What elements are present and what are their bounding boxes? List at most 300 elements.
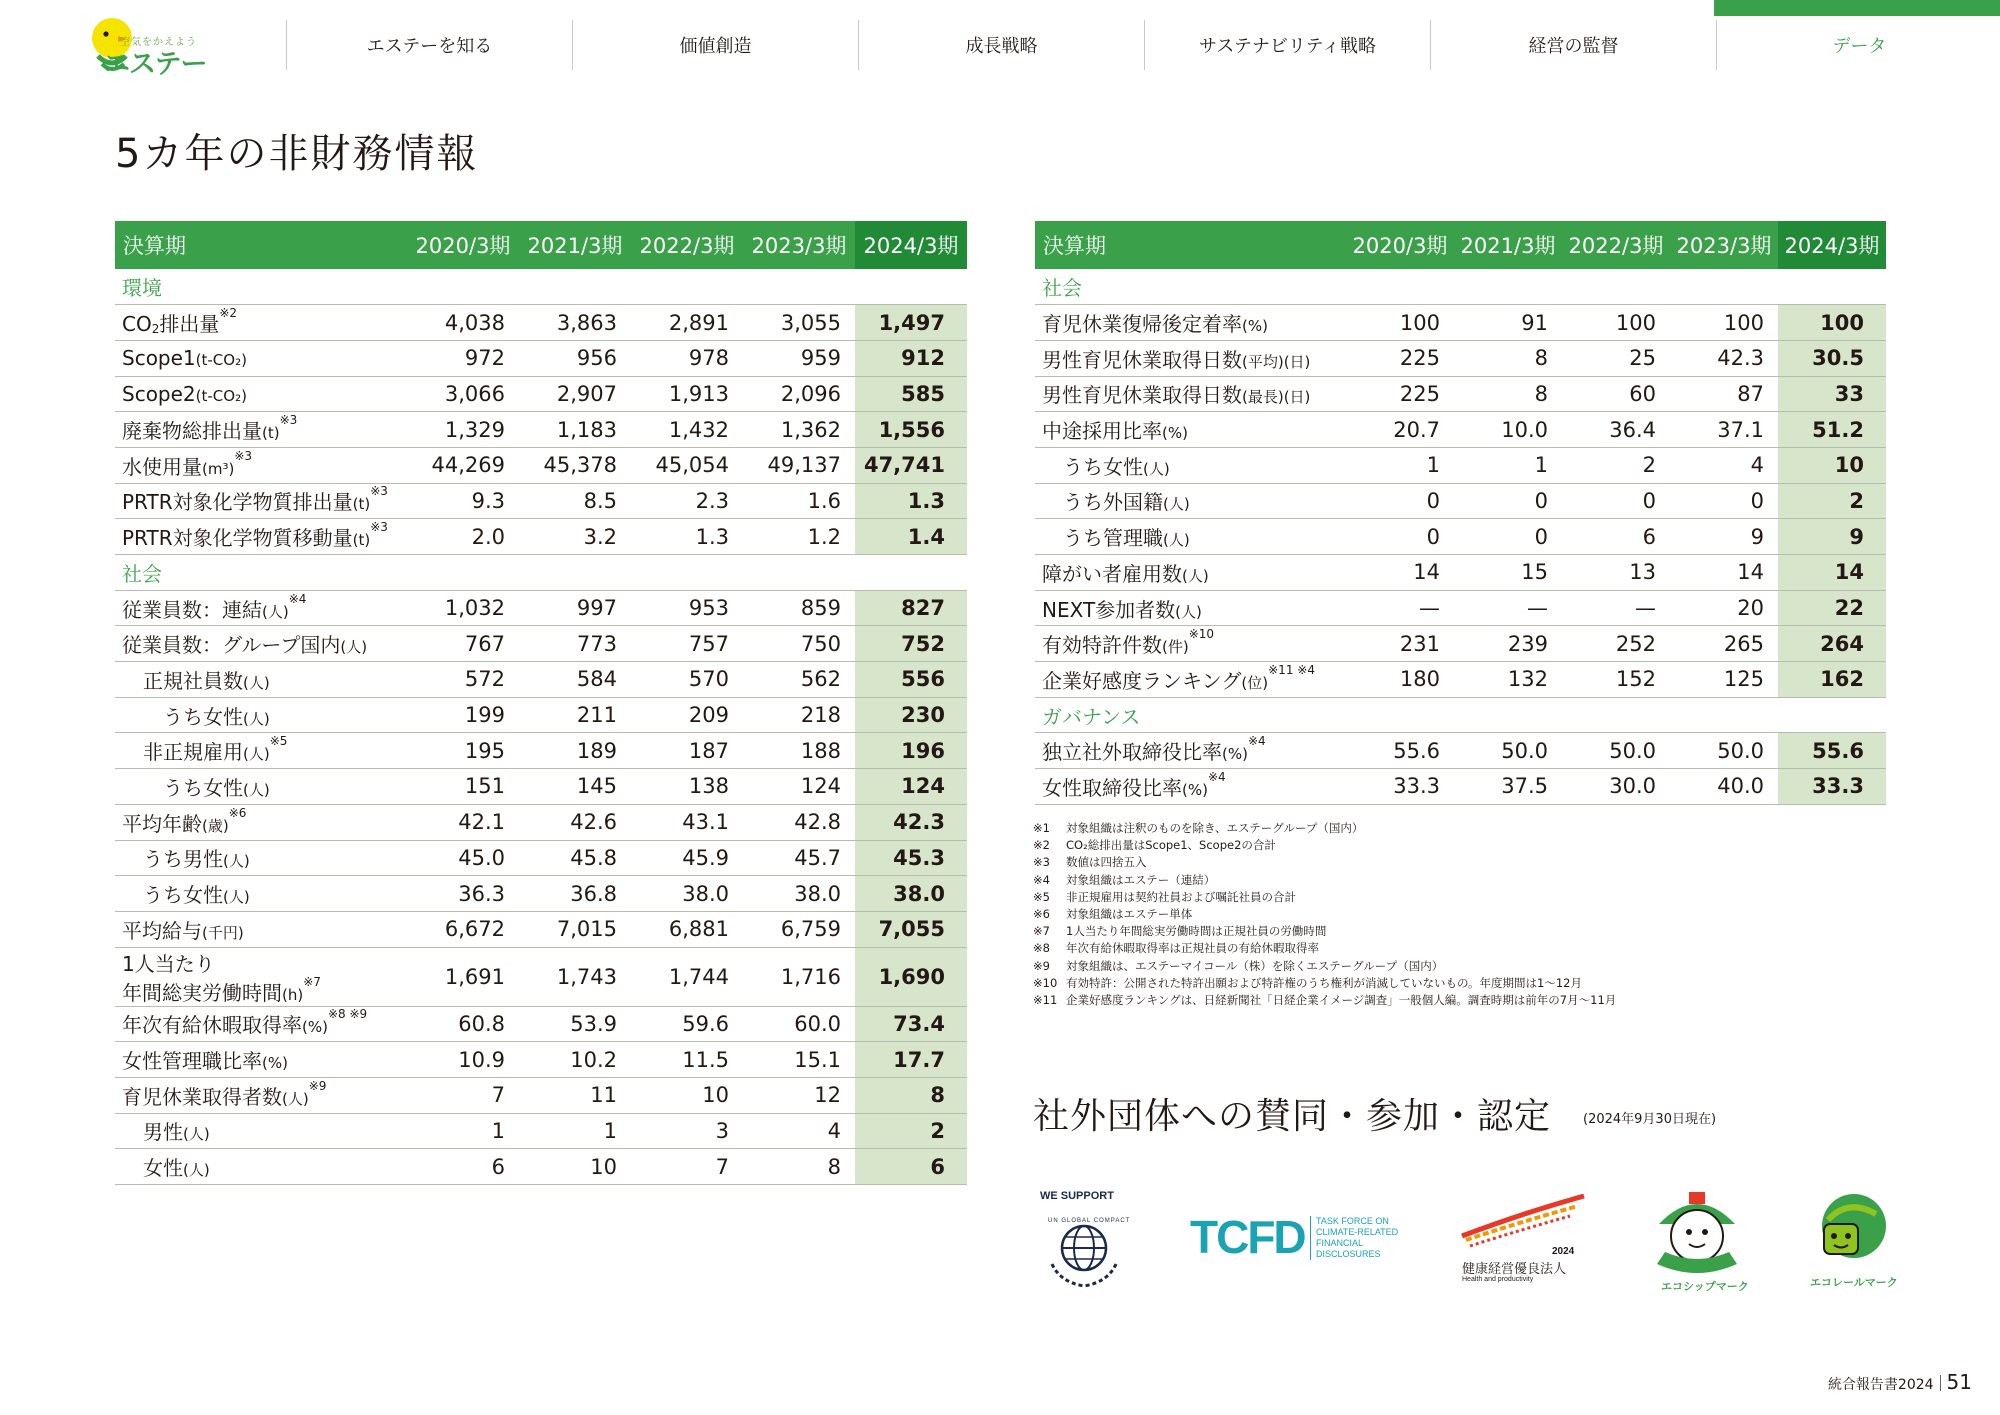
- value-cell-latest: 10: [1778, 447, 1886, 483]
- table-row: [1035, 305, 1886, 341]
- ecorail-logo: [1810, 1190, 1898, 1290]
- value-cell: 60.8: [407, 1006, 519, 1042]
- value-cell: 10.9: [407, 1042, 519, 1078]
- table-row: [1035, 447, 1886, 483]
- ecoship-logo: [1645, 1190, 1750, 1295]
- value-cell: 11.5: [631, 1042, 743, 1078]
- footnote-key: ※9: [1033, 958, 1050, 973]
- table-row: [1035, 483, 1886, 519]
- value-cell: 953: [631, 590, 743, 626]
- value-cell: 49,137: [743, 447, 855, 483]
- row-note-ref: ※3: [370, 520, 388, 535]
- value-cell: 1,913: [631, 376, 743, 412]
- value-cell: 767: [407, 626, 519, 662]
- row-unit: (最長)(日): [1242, 388, 1311, 407]
- row-label-text: うち女性: [143, 883, 223, 908]
- table-row: [1035, 662, 1886, 698]
- table-row: [115, 305, 967, 341]
- row-unit: (t): [262, 424, 280, 443]
- value-cell: 4: [1670, 447, 1778, 483]
- value-cell: 3,066: [407, 376, 519, 412]
- row-label: [1035, 412, 1346, 448]
- footnote-key: ※4: [1033, 872, 1050, 887]
- footnote: [1033, 940, 1893, 957]
- value-cell: 12: [743, 1077, 855, 1113]
- row-note-ref: ※5: [269, 734, 288, 749]
- row-label: [115, 1006, 407, 1042]
- footnote: [1033, 872, 1893, 889]
- row-label: [115, 412, 407, 448]
- nav-item-3[interactable]: サステナビリティ戦略: [1144, 20, 1430, 70]
- row-label: [115, 340, 407, 376]
- row-unit: (人): [262, 602, 289, 621]
- value-cell-latest: 1,690: [855, 947, 967, 1006]
- value-cell: 6: [1562, 519, 1670, 555]
- row-note-ref: ※3: [234, 448, 253, 463]
- value-cell: —: [1562, 590, 1670, 626]
- value-cell: 189: [519, 733, 631, 769]
- row-label-text: PRTR対象化学物質移動量: [122, 526, 353, 551]
- row-label-text: 男性: [143, 1120, 183, 1145]
- value-cell: 8: [1454, 376, 1562, 412]
- value-cell: 252: [1562, 626, 1670, 662]
- value-cell: 1,032: [407, 590, 519, 626]
- value-cell: 972: [407, 340, 519, 376]
- value-cell-latest: 2: [1778, 483, 1886, 519]
- value-cell: 60: [1562, 376, 1670, 412]
- value-cell-latest: 22: [1778, 590, 1886, 626]
- kenko-name: 健康経営優良法人: [1462, 1262, 1567, 1277]
- nav-item-5[interactable]: データ: [1716, 20, 2000, 70]
- section-title: 社会: [115, 555, 967, 591]
- row-note-ref: ※4: [1207, 769, 1226, 784]
- value-cell-latest: 556: [855, 662, 967, 698]
- row-unit: (%): [262, 1054, 288, 1073]
- table-row: [115, 340, 967, 376]
- footnote-text: 企業好感度ランキングは、日経新聞社「日経企業イメージ調査」一般個人編。調査時期は前年の7月～11月: [1066, 993, 1617, 1008]
- value-cell: 859: [743, 590, 855, 626]
- value-cell: 1,743: [519, 947, 631, 1006]
- logo-name: エステー: [103, 49, 207, 80]
- section-row: [115, 269, 967, 305]
- value-cell: 2.3: [631, 483, 743, 519]
- value-cell: 50.0: [1562, 733, 1670, 769]
- row-unit: (t): [352, 531, 371, 550]
- row-label-text: 男性育児休業取得日数: [1042, 347, 1242, 372]
- row-unit: (人): [223, 888, 250, 907]
- table-row: [115, 840, 967, 876]
- value-cell-latest: 9: [1778, 519, 1886, 555]
- value-cell-latest: 264: [1778, 626, 1886, 662]
- value-cell-latest: 8: [855, 1077, 967, 1113]
- row-label: [1035, 340, 1346, 376]
- row-unit: (%): [1182, 780, 1208, 799]
- footnote-text: 有効特許：公開された特許出願および特許権のうち権利が消滅していないもの。年度期間は1～12月: [1066, 975, 1582, 990]
- kenko-swoosh-icon: [1460, 1194, 1590, 1254]
- table-row: [115, 1006, 967, 1042]
- footnote: [1033, 958, 1893, 975]
- value-cell: 20: [1670, 590, 1778, 626]
- row-unit: (人): [183, 1125, 210, 1144]
- table-row: [115, 1077, 967, 1113]
- table-row: [115, 626, 967, 662]
- section-row: [1035, 697, 1886, 733]
- kenko-en: Health and productivity: [1462, 1276, 1534, 1283]
- value-cell: 1.2: [743, 519, 855, 555]
- row-unit: (%): [1162, 424, 1188, 443]
- footnote-text: 数値は四捨五入: [1066, 855, 1147, 870]
- value-cell: 14: [1346, 555, 1454, 591]
- row-unit: (%): [302, 1018, 328, 1037]
- row-label: [1035, 662, 1346, 698]
- footnote: [1033, 992, 1893, 1009]
- row-label-text: 女性: [143, 1156, 183, 1181]
- table-row: [115, 662, 967, 698]
- row-label: [115, 947, 407, 1006]
- value-cell: 195: [407, 733, 519, 769]
- row-unit: (人): [282, 1089, 309, 1108]
- value-cell: 956: [519, 340, 631, 376]
- value-cell: 1.3: [631, 519, 743, 555]
- value-cell-latest: 42.3: [855, 804, 967, 840]
- table-row: [115, 519, 967, 555]
- footer-divider: [1940, 1375, 1941, 1391]
- value-cell-latest: 2: [855, 1113, 967, 1149]
- row-label-text: 平均給与: [122, 918, 202, 943]
- footnote-text: 年次有給休暇取得率は正規社員の有給休暇取得率: [1066, 941, 1319, 956]
- value-cell: 1: [407, 1113, 519, 1149]
- row-label: [115, 697, 407, 733]
- row-label: [1035, 769, 1346, 805]
- header-year: 2024/3期: [1778, 221, 1886, 269]
- value-cell: 152: [1562, 662, 1670, 698]
- row-label-text: 育児休業取得者数: [122, 1084, 282, 1109]
- row-label-text: 従業員数：連結: [122, 597, 262, 622]
- table-row: [1035, 733, 1886, 769]
- value-cell: 44,269: [407, 447, 519, 483]
- value-cell: 570: [631, 662, 743, 698]
- value-cell: 38.0: [631, 876, 743, 912]
- tcfd-mark: TCFD: [1190, 1211, 1305, 1263]
- value-cell: 1,744: [631, 947, 743, 1006]
- row-unit: (t): [352, 495, 371, 514]
- row-label: [1035, 555, 1346, 591]
- tcfd-subtitle: TASK FORCE ON CLIMATE-RELATED FINANCIAL DISCLOSURES: [1316, 1216, 1399, 1259]
- nav-item-0[interactable]: エステーを知る: [286, 20, 572, 70]
- row-note-ref: ※8 ※9: [327, 1007, 368, 1022]
- value-cell: 50.0: [1454, 733, 1562, 769]
- value-cell: 2.0: [407, 519, 519, 555]
- value-cell: 773: [519, 626, 631, 662]
- row-unit: (人): [340, 638, 368, 657]
- value-cell: 132: [1454, 662, 1562, 698]
- value-cell: 187: [631, 733, 743, 769]
- row-label: [1035, 483, 1346, 519]
- value-cell: 199: [407, 697, 519, 733]
- value-cell-latest: 14: [1778, 555, 1886, 591]
- value-cell: 562: [743, 662, 855, 698]
- row-label-text: 女性管理職比率: [122, 1049, 262, 1074]
- row-unit: (千円): [202, 923, 244, 942]
- row-label-text-b: 排出量: [159, 312, 220, 337]
- footnote-text: 対象組織はエステー単体: [1066, 907, 1193, 922]
- value-cell: 13: [1562, 555, 1670, 591]
- value-cell: 50.0: [1670, 733, 1778, 769]
- ungc-logo: [1040, 1190, 1130, 1290]
- row-label: [1035, 519, 1346, 555]
- value-cell: 2: [1562, 447, 1670, 483]
- row-label: [115, 626, 407, 662]
- row-label-text: Scope1: [122, 346, 196, 371]
- value-cell-latest: 1.4: [855, 519, 967, 555]
- value-cell: 6: [407, 1149, 519, 1185]
- value-cell: 43.1: [631, 804, 743, 840]
- value-cell: 572: [407, 662, 519, 698]
- table-row: [115, 733, 967, 769]
- value-cell: 1,362: [743, 412, 855, 448]
- row-label-text: 育児休業復帰後定着率: [1042, 312, 1242, 337]
- footnote-key: ※11: [1033, 993, 1058, 1008]
- row-label-text: 廃棄物総排出量: [122, 419, 262, 444]
- value-cell-latest: 6: [855, 1149, 967, 1185]
- value-cell: 1,183: [519, 412, 631, 448]
- value-cell: 8: [743, 1149, 855, 1185]
- header-year: 2020/3期: [1346, 221, 1454, 269]
- header-year: 2023/3期: [743, 221, 855, 269]
- row-note-ref: ※3: [279, 413, 298, 428]
- tcfd-logo: [1190, 1210, 1410, 1270]
- nav-item-4[interactable]: 経営の監督: [1430, 20, 1716, 70]
- row-unit: (t-CO₂): [195, 386, 247, 405]
- value-cell: 45,378: [519, 447, 631, 483]
- page-title: 5カ年の非財務情報: [115, 131, 479, 177]
- value-cell: 59.6: [631, 1006, 743, 1042]
- value-cell: 10.0: [1454, 412, 1562, 448]
- value-cell: 3.2: [519, 519, 631, 555]
- active-tab-indicator: [1714, 0, 2000, 16]
- kenko-year: 2024: [1552, 1246, 1575, 1257]
- value-cell: 9.3: [407, 483, 519, 519]
- value-cell: 2,907: [519, 376, 631, 412]
- value-cell-latest: 33.3: [1778, 769, 1886, 805]
- row-unit: (人): [183, 1161, 210, 1180]
- footnote-text: CO₂総排出量はScope1、Scope2の合計: [1066, 838, 1276, 853]
- footnote-key: ※10: [1033, 975, 1058, 990]
- row-unit: (人): [1143, 459, 1170, 478]
- row-label-text: 中途採用比率: [1042, 419, 1162, 444]
- nav-item-1[interactable]: 価値創造: [572, 20, 858, 70]
- value-cell: 37.5: [1454, 769, 1562, 805]
- value-cell: 37.1: [1670, 412, 1778, 448]
- footnote: [1033, 854, 1893, 871]
- value-cell: 7: [631, 1149, 743, 1185]
- row-label: [115, 1042, 407, 1078]
- footnote-text: 対象組織はエステー（連結）: [1066, 872, 1216, 887]
- value-cell: 45.9: [631, 840, 743, 876]
- footnote-key: ※5: [1033, 889, 1050, 904]
- row-unit: (歳): [202, 816, 229, 835]
- value-cell: 138: [631, 769, 743, 805]
- row-label-text: 1人当たり: [122, 951, 215, 976]
- row-label-text: 企業好感度ランキング: [1042, 668, 1242, 693]
- table-row: [115, 1149, 967, 1185]
- value-cell: 8.5: [519, 483, 631, 519]
- value-cell: 124: [743, 769, 855, 805]
- footnote: [1033, 906, 1893, 923]
- row-label-text: 有効特許件数: [1042, 633, 1162, 658]
- footnote: [1033, 889, 1893, 906]
- value-cell: 100: [1346, 305, 1454, 341]
- non-financial-table-left: [115, 221, 967, 1185]
- section-row: [1035, 269, 1886, 305]
- tcfd-divider: [1310, 1216, 1311, 1260]
- value-cell-latest: 912: [855, 340, 967, 376]
- value-cell: 978: [631, 340, 743, 376]
- row-label: [115, 305, 407, 341]
- value-cell-latest: 45.3: [855, 840, 967, 876]
- footnote-key: ※3: [1033, 855, 1050, 870]
- endorsements-title: 社外団体への賛同・参加・認定: [1033, 1096, 1552, 1137]
- table-row: [115, 376, 967, 412]
- row-label-text: Scope2: [122, 381, 196, 406]
- value-cell: 1: [1454, 447, 1562, 483]
- ungc-ring-text: UN GLOBAL COMPACT: [1048, 1218, 1131, 1224]
- section-row: [115, 555, 967, 591]
- value-cell: 211: [519, 697, 631, 733]
- value-cell: 10: [631, 1077, 743, 1113]
- value-cell: 1.6: [743, 483, 855, 519]
- value-cell-latest: 51.2: [1778, 412, 1886, 448]
- value-cell: 239: [1454, 626, 1562, 662]
- ecoship-character-icon: [1649, 1190, 1745, 1276]
- row-note-ref: ※3: [370, 484, 388, 499]
- footnote: [1033, 923, 1893, 940]
- row-unit: (h): [282, 985, 304, 1004]
- footnote: [1033, 837, 1893, 854]
- value-cell: 225: [1346, 340, 1454, 376]
- non-financial-table-right: [1035, 221, 1886, 805]
- row-unit: (人): [243, 745, 270, 764]
- table-row: [115, 911, 967, 947]
- value-cell-latest: 100: [1778, 305, 1886, 341]
- row-label: [1035, 305, 1346, 341]
- value-cell: 7: [407, 1077, 519, 1113]
- row-unit: (人): [243, 709, 270, 728]
- value-cell: 750: [743, 626, 855, 662]
- row-label-text: うち管理職: [1063, 526, 1163, 551]
- row-label-text: 非正規雇用: [143, 740, 243, 765]
- company-logo[interactable]: [88, 14, 238, 78]
- value-cell: 100: [1562, 305, 1670, 341]
- value-cell: 9: [1670, 519, 1778, 555]
- table-row: [1035, 376, 1886, 412]
- value-cell: 3: [631, 1113, 743, 1149]
- row-label: [115, 590, 407, 626]
- value-cell-latest: 1,556: [855, 412, 967, 448]
- page-footer: [1828, 1370, 1972, 1394]
- row-label: [115, 769, 407, 805]
- row-note-ref: ※4: [1247, 734, 1266, 749]
- value-cell-latest: 230: [855, 697, 967, 733]
- value-cell: 42.3: [1670, 340, 1778, 376]
- row-label-text: 年次有給休暇取得率: [122, 1013, 302, 1038]
- value-cell: 151: [407, 769, 519, 805]
- row-label-text: NEXT参加者数: [1042, 597, 1176, 622]
- row-label: [115, 662, 407, 698]
- header-year: 2024/3期: [855, 221, 967, 269]
- value-cell: 584: [519, 662, 631, 698]
- page-number: 51: [1946, 1370, 1972, 1394]
- row-label: [115, 911, 407, 947]
- value-cell: 42.1: [407, 804, 519, 840]
- footnote-text: 対象組織は注釈のものを除き、エステーグループ（国内）: [1066, 821, 1364, 835]
- value-cell: 997: [519, 590, 631, 626]
- row-label: [115, 1077, 407, 1113]
- value-cell: 125: [1670, 662, 1778, 698]
- row-label: [1035, 376, 1346, 412]
- value-cell: 14: [1670, 555, 1778, 591]
- value-cell: 38.0: [743, 876, 855, 912]
- nav-item-2[interactable]: 成長戦略: [858, 20, 1144, 70]
- section-title: ガバナンス: [1035, 697, 1886, 733]
- table-row: [1035, 626, 1886, 662]
- header-year: 2021/3期: [519, 221, 631, 269]
- row-label: [115, 376, 407, 412]
- row-label: [115, 876, 407, 912]
- row-label-text: PRTR対象化学物質排出量: [122, 490, 353, 515]
- row-note-ref: ※2: [219, 306, 238, 321]
- value-cell: 10: [519, 1149, 631, 1185]
- row-label-text: 従業員数：グループ国内: [122, 633, 341, 658]
- value-cell: 45.8: [519, 840, 631, 876]
- row-label: [115, 483, 407, 519]
- table-row: [1035, 555, 1886, 591]
- value-cell-latest: 196: [855, 733, 967, 769]
- table-row: [1035, 340, 1886, 376]
- footnote-key: ※6: [1033, 907, 1050, 922]
- table-row: [115, 947, 967, 1006]
- row-label-text: うち女性: [163, 775, 243, 800]
- table-row: [1035, 590, 1886, 626]
- footnotes: [1033, 820, 1893, 1009]
- value-cell-latest: 585: [855, 376, 967, 412]
- value-cell: 10.2: [519, 1042, 631, 1078]
- value-cell-latest: 7,055: [855, 911, 967, 947]
- value-cell: 1,691: [407, 947, 519, 1006]
- footnote-text: 対象組織は、エステーマイコール（株）を除くエステーグループ（国内）: [1066, 958, 1444, 973]
- row-label: [115, 519, 407, 555]
- value-cell: 0: [1562, 483, 1670, 519]
- endorsements-date: (2024年9月30日現在): [1583, 1112, 1717, 1127]
- value-cell: 0: [1346, 519, 1454, 555]
- value-cell: 6,881: [631, 911, 743, 947]
- row-label: [115, 840, 407, 876]
- value-cell-latest: 17.7: [855, 1042, 967, 1078]
- value-cell: 218: [743, 697, 855, 733]
- row-note-ref: ※6: [228, 805, 247, 820]
- value-cell-latest: 124: [855, 769, 967, 805]
- value-cell: 40.0: [1670, 769, 1778, 805]
- value-cell: 209: [631, 697, 743, 733]
- value-cell: 11: [519, 1077, 631, 1113]
- header-period-label: 決算期: [115, 221, 407, 269]
- row-unit: (人): [243, 780, 270, 799]
- value-cell: 30.0: [1562, 769, 1670, 805]
- value-cell: 265: [1670, 626, 1778, 662]
- value-cell: 36.3: [407, 876, 519, 912]
- row-label-text: 女性取締役比率: [1042, 775, 1182, 800]
- row-label: [115, 1149, 407, 1185]
